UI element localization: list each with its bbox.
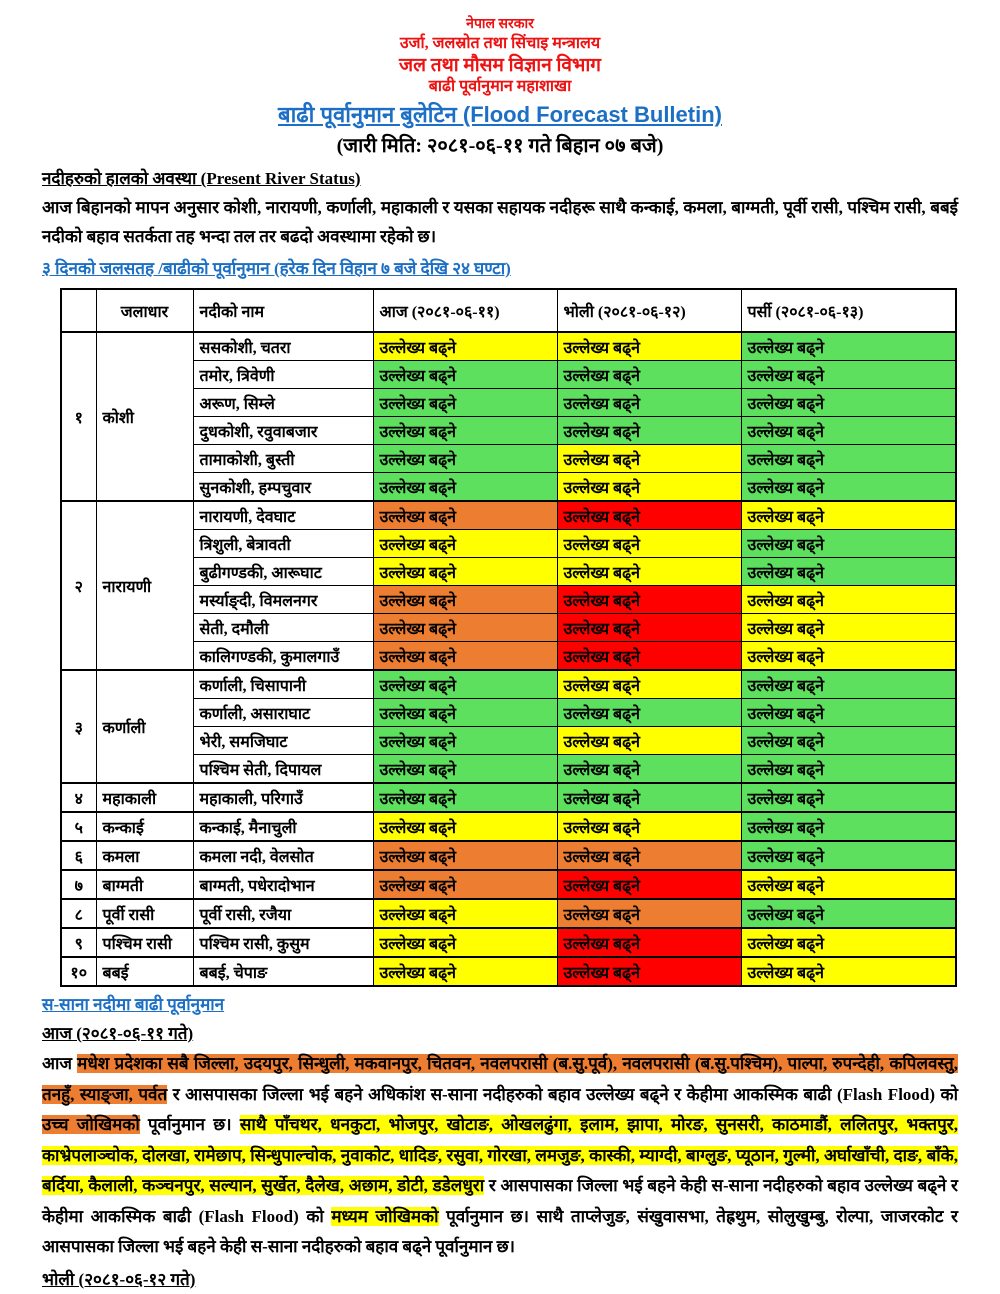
river-name-cell: तमोर, त्रिवेणी xyxy=(193,361,373,389)
forecast-cell: उल्लेख्य बढ्ने xyxy=(741,473,956,502)
forecast-cell: उल्लेख्य बढ्ने xyxy=(373,361,557,389)
paragraph-segment: र आसपासका जिल्ला भई बहने केही स-साना नदीहरुको बहाव उल्लेख्य बढ्ने र केहीमा आकस्मिक बाढी (Flash Flood) को xyxy=(42,1176,959,1226)
forecast-cell: उल्लेख्य बढ्ने xyxy=(557,928,741,957)
table-row xyxy=(61,642,956,671)
forecast-cell: उल्लेख्य बढ्ने xyxy=(741,727,956,755)
forecast-cell: उल्लेख्य बढ्ने xyxy=(741,586,956,614)
forecast-cell: उल्लेख्य बढ्ने xyxy=(741,928,956,957)
forecast-cell: उल्लेख्य बढ्ने xyxy=(373,899,557,928)
forecast-cell: उल्लेख्य बढ्ने xyxy=(557,642,741,671)
river-name-cell: बबई, चेपाङ xyxy=(193,957,373,986)
forecast-cell: उल्लेख्य बढ्ने xyxy=(741,755,956,784)
table-row xyxy=(61,755,956,784)
forecast-cell: उल्लेख्य बढ्ने xyxy=(373,558,557,586)
table-row xyxy=(61,586,956,614)
forecast-cell: उल्लेख्य बढ्ने xyxy=(741,558,956,586)
forecast-cell: उल्लेख्य बढ्ने xyxy=(373,389,557,417)
gov-line-nepal-government: नेपाल सरकार xyxy=(466,17,534,32)
forecast-cell: उल्लेख्य बढ्ने xyxy=(557,783,741,812)
river-name-cell: ससकोशी, चतरा xyxy=(193,332,373,361)
forecast-cell: उल्लेख्य बढ्ने xyxy=(373,841,557,870)
paragraph-segment: पूर्वानुमान छ। साथै ताप्लेजुङ, संखुवासभा, तेह्रथुम, सोलुखुम्बु, रोल्पा, जाजरकोट र आसपासका जिल्ला भई बहने केही स-साना नदीहरुको बहाव बढ्ने पूर्वानुमान छ। xyxy=(42,1206,958,1256)
river-name-cell: तामाकोशी, बुस्ती xyxy=(193,445,373,473)
forecast-cell: उल्लेख्य बढ्ने xyxy=(373,783,557,812)
forecast-cell: उल्लेख्य बढ्ने xyxy=(557,558,741,586)
serial-number-cell: ९ xyxy=(61,928,96,957)
forecast-cell: उल्लेख्य बढ्ने xyxy=(373,870,557,899)
forecast-cell: उल्लेख्य बढ्ने xyxy=(557,699,741,727)
forecast-cell: उल्लेख्य बढ्ने xyxy=(741,417,956,445)
river-name-cell: सेती, दमौली xyxy=(193,614,373,642)
highlighted-segment: साथै पाँचथर, धनकुटा, भोजपुर, खोटाङ, ओखलढुंगा, इलाम, झापा, मोरङ, सुनसरी, काठमाडौं, ललितपुर, भक्तपुर, काभ्रेपलाञ्चोक, दोलखा, रामेछाप, सिन्धुपाल्चोक, नुवाकोट, धादिङ, रसुवा, गोरखा, लमजुङ, कास्की, म्याग्दी, बाग्लुङ, प्यूठान, गुल्मी, अर्घाखाँची, दाङ, बाँके, बर्दिया, कैलाली, कञ्चनपुर, सल्यान, सुर्खेत, दैलेख, अछाम, डोटी, डडेलधुरा xyxy=(42,1115,958,1195)
table-row xyxy=(61,389,956,417)
forecast-cell: उल्लेख्य बढ्ने xyxy=(373,445,557,473)
river-name-cell: भेरी, समजिघाट xyxy=(193,727,373,755)
table-row xyxy=(61,361,956,389)
serial-number-cell: ७ xyxy=(61,870,96,899)
table-row xyxy=(61,699,956,727)
forecast-cell: उल्लेख्य बढ्ने xyxy=(557,445,741,473)
forecast-cell: उल्लेख्य बढ्ने xyxy=(373,614,557,642)
forecast-cell: उल्लेख्य बढ्ने xyxy=(741,530,956,558)
table-row xyxy=(61,614,956,642)
forecast-cell: उल्लेख्य बढ्ने xyxy=(741,670,956,699)
forecast-cell: उल्लेख्य बढ्ने xyxy=(373,755,557,784)
river-name-cell: सुनकोशी, हम्पचुवार xyxy=(193,473,373,502)
forecast-cell: उल्लेख्य बढ्ने xyxy=(557,670,741,699)
table-row xyxy=(61,445,956,473)
forecast-cell: उल्लेख्य बढ्ने xyxy=(373,928,557,957)
table-row xyxy=(61,530,956,558)
basin-cell: बाग्मती xyxy=(96,870,193,899)
table-header-row xyxy=(61,289,956,332)
forecast-cell: उल्लेख्य बढ्ने xyxy=(557,586,741,614)
river-name-cell: पश्चिम रासी, कुसुम xyxy=(193,928,373,957)
forecast-cell: उल्लेख्य बढ्ने xyxy=(373,699,557,727)
gov-line-ministry: उर्जा, जलस्रोत तथा सिंचाइ मन्त्रालय xyxy=(399,35,601,52)
gov-line-division: बाढी पूर्वानुमान महाशाखा xyxy=(428,78,572,95)
river-name-cell: त्रिशुली, बेत्रावती xyxy=(193,530,373,558)
forecast-cell: उल्लेख्य बढ्ने xyxy=(741,870,956,899)
forecast-cell: उल्लेख्य बढ्ने xyxy=(557,361,741,389)
table-row xyxy=(61,899,956,928)
forecast-cell: उल्लेख्य बढ्ने xyxy=(557,417,741,445)
serial-number-cell: ४ xyxy=(61,783,96,812)
bulletin-title: बाढी पूर्वानुमान बुलेटिन (Flood Forecast Bulletin) xyxy=(278,102,722,127)
forecast-cell: उल्लेख्य बढ्ने xyxy=(557,841,741,870)
paragraph-segment: र आसपासका जिल्ला भई बहने अधिकांश स-साना नदीहरुको बहाव उल्लेख्य बढ्ने र केहीमा आकस्मिक बाढी (Flash Flood) को xyxy=(167,1084,959,1104)
basin-cell: महाकाली xyxy=(96,783,193,812)
table-row xyxy=(61,417,956,445)
table-row xyxy=(61,870,956,899)
forecast-cell: उल्लेख्य बढ्ने xyxy=(373,670,557,699)
highlighted-segment: उच्च जोखिमको xyxy=(42,1115,140,1134)
today-heading: आज (२०८१-०६-११ गते) xyxy=(42,1024,194,1043)
table-row xyxy=(61,727,956,755)
paragraph-segment: पूर्वानुमान छ। xyxy=(139,1115,240,1134)
river-name-cell: अरूण, सिम्ले xyxy=(193,389,373,417)
column-header-tomorrow: भोली (२०८१-०६-१२) xyxy=(557,289,741,332)
forecast-cell: उल्लेख्य बढ्ने xyxy=(741,699,956,727)
paragraph-segment: आज xyxy=(42,1054,78,1073)
river-name-cell: कमला नदी, वेलसोत xyxy=(193,841,373,870)
column-header-sn xyxy=(61,289,96,332)
river-name-cell: कर्णाली, असाराघाट xyxy=(193,699,373,727)
forecast-cell: उल्लेख्य बढ्ने xyxy=(557,501,741,530)
present-status-body: आज बिहानको मापन अनुसार कोशी, नारायणी, कर्णाली, महाकाली र यसका सहायक नदीहरू साथै कन्काई, कमला, बाग्मती, पूर्वी रासी, पश्चिम रासी, बबई नदीको बहाव सतर्कता तह भन्दा तल तर बढदो अवस्थामा रहेको छ। xyxy=(42,198,958,246)
small-rivers-paragraph xyxy=(42,1049,958,1263)
river-name-cell: कर्णाली, चिसापानी xyxy=(193,670,373,699)
forecast-cell: उल्लेख्य बढ्ने xyxy=(741,361,956,389)
river-name-cell: पूर्वी रासी, रजैया xyxy=(193,899,373,928)
forecast-cell: उल्लेख्य बढ्ने xyxy=(557,530,741,558)
forecast-cell: उल्लेख्य बढ्ने xyxy=(557,812,741,841)
table-row xyxy=(61,558,956,586)
present-status-heading: नदीहरुको हालको अवस्था (Present River Status) xyxy=(42,169,361,188)
column-header-dayafter: पर्सी (२०८१-०६-१३) xyxy=(741,289,956,332)
river-name-cell: कालिगण्डकी, कुमालगाउँ xyxy=(193,642,373,671)
forecast-cell: उल्लेख्य बढ्ने xyxy=(557,614,741,642)
forecast-cell: उल्लेख्य बढ्ने xyxy=(373,417,557,445)
forecast-cell: उल्लेख्य बढ्ने xyxy=(373,586,557,614)
river-name-cell: दुधकोशी, रवुवाबजार xyxy=(193,417,373,445)
column-header-today: आज (२०८१-०६-११) xyxy=(373,289,557,332)
small-rivers-heading: स-साना नदीमा बाढी पूर्वानुमान xyxy=(42,995,225,1014)
basin-cell: कर्णाली xyxy=(96,670,193,783)
tomorrow-heading: भोली (२०८१-०६-१२ गते) xyxy=(42,1269,196,1289)
forecast-cell: उल्लेख्य बढ्ने xyxy=(373,332,557,361)
forecast-cell: उल्लेख्य बढ्ने xyxy=(557,899,741,928)
highlighted-segment: मध्यम जोखिमको xyxy=(331,1206,439,1226)
river-name-cell: महाकाली, परिगाउँ xyxy=(193,783,373,812)
forecast-cell: उल्लेख्य बढ्ने xyxy=(741,812,956,841)
forecast-cell: उल्लेख्य बढ्ने xyxy=(557,957,741,986)
table-row xyxy=(61,670,956,699)
forecast-cell: उल्लेख्य बढ्ने xyxy=(557,473,741,502)
river-name-cell: मर्स्याङ्दी, विमलनगर xyxy=(193,586,373,614)
forecast-cell: उल्लेख्य बढ्ने xyxy=(557,755,741,784)
forecast-section-heading: ३ दिनको जलसतह /बाढीको पूर्वानुमान (हरेक दिन विहान ७ बजे देखि २४ घण्टा) xyxy=(42,259,511,278)
table-row xyxy=(61,473,956,502)
basin-cell: पूर्वी रासी xyxy=(96,899,193,928)
table-row xyxy=(61,501,956,530)
gov-header xyxy=(42,16,958,97)
forecast-cell: उल्लेख्य बढ्ने xyxy=(741,841,956,870)
issue-date: (जारी मिति: २०८१-०६-११ गते बिहान ०७ बजे) xyxy=(336,135,664,157)
forecast-cell: उल्लेख्य बढ्ने xyxy=(741,642,956,671)
serial-number-cell: ३ xyxy=(61,670,96,783)
forecast-cell: उल्लेख्य बढ्ने xyxy=(373,530,557,558)
forecast-cell: उल्लेख्य बढ्ने xyxy=(557,332,741,361)
forecast-cell: उल्लेख्य बढ्ने xyxy=(741,957,956,986)
table-row xyxy=(61,841,956,870)
gov-line-department: जल तथा मौसम विज्ञान विभाग xyxy=(399,55,601,76)
basin-cell: बबई xyxy=(96,957,193,986)
forecast-cell: उल्लेख्य बढ्ने xyxy=(373,642,557,671)
river-name-cell: बाग्मती, पधेरादोभान xyxy=(193,870,373,899)
basin-cell: कन्काई xyxy=(96,812,193,841)
forecast-cell: उल्लेख्य बढ्ने xyxy=(741,899,956,928)
river-name-cell: कन्काई, मैनाचुली xyxy=(193,812,373,841)
forecast-cell: उल्लेख्य बढ्ने xyxy=(741,389,956,417)
basin-cell: कमला xyxy=(96,841,193,870)
basin-cell: कोशी xyxy=(96,332,193,501)
table-row xyxy=(61,812,956,841)
forecast-cell: उल्लेख्य बढ्ने xyxy=(373,501,557,530)
table-row xyxy=(61,783,956,812)
basin-cell: नारायणी xyxy=(96,501,193,670)
forecast-cell: उल्लेख्य बढ्ने xyxy=(741,783,956,812)
column-header-river: नदीको नाम xyxy=(193,289,373,332)
serial-number-cell: १० xyxy=(61,957,96,986)
forecast-cell: उल्लेख्य बढ्ने xyxy=(373,812,557,841)
forecast-cell: उल्लेख्य बढ्ने xyxy=(741,332,956,361)
table-row xyxy=(61,928,956,957)
serial-number-cell: ५ xyxy=(61,812,96,841)
serial-number-cell: ८ xyxy=(61,899,96,928)
river-name-cell: पश्चिम सेती, दिपायल xyxy=(193,755,373,784)
forecast-cell: उल्लेख्य बढ्ने xyxy=(557,389,741,417)
forecast-cell: उल्लेख्य बढ्ने xyxy=(373,957,557,986)
river-name-cell: बुढीगण्डकी, आरूघाट xyxy=(193,558,373,586)
table-row xyxy=(61,957,956,986)
river-name-cell: नारायणी, देवघाट xyxy=(193,501,373,530)
serial-number-cell: २ xyxy=(61,501,96,670)
forecast-cell: उल्लेख्य बढ्ने xyxy=(373,727,557,755)
forecast-cell: उल्लेख्य बढ्ने xyxy=(741,501,956,530)
forecast-cell: उल्लेख्य बढ्ने xyxy=(557,727,741,755)
serial-number-cell: ६ xyxy=(61,841,96,870)
column-header-basin: जलाधार xyxy=(96,289,193,332)
forecast-cell: उल्लेख्य बढ्ने xyxy=(557,870,741,899)
highlighted-segment: मधेश प्रदेशका सबै जिल्ला, उदयपुर, सिन्धुली, मकवानपुर, चितवन, नवलपरासी (ब.सु.पूर्व), नवलपरासी (ब.सु.पश्चिम), पाल्पा, रुपन्देही, कपिलवस्तु, तनहुँ, स्याङ्जा, पर्वत xyxy=(42,1054,958,1104)
forecast-cell: उल्लेख्य बढ्ने xyxy=(373,473,557,502)
serial-number-cell: १ xyxy=(61,332,96,501)
forecast-cell: उल्लेख्य बढ्ने xyxy=(741,445,956,473)
basin-cell: पश्चिम रासी xyxy=(96,928,193,957)
forecast-table xyxy=(60,288,957,987)
forecast-cell: उल्लेख्य बढ्ने xyxy=(741,614,956,642)
table-row xyxy=(61,332,956,361)
